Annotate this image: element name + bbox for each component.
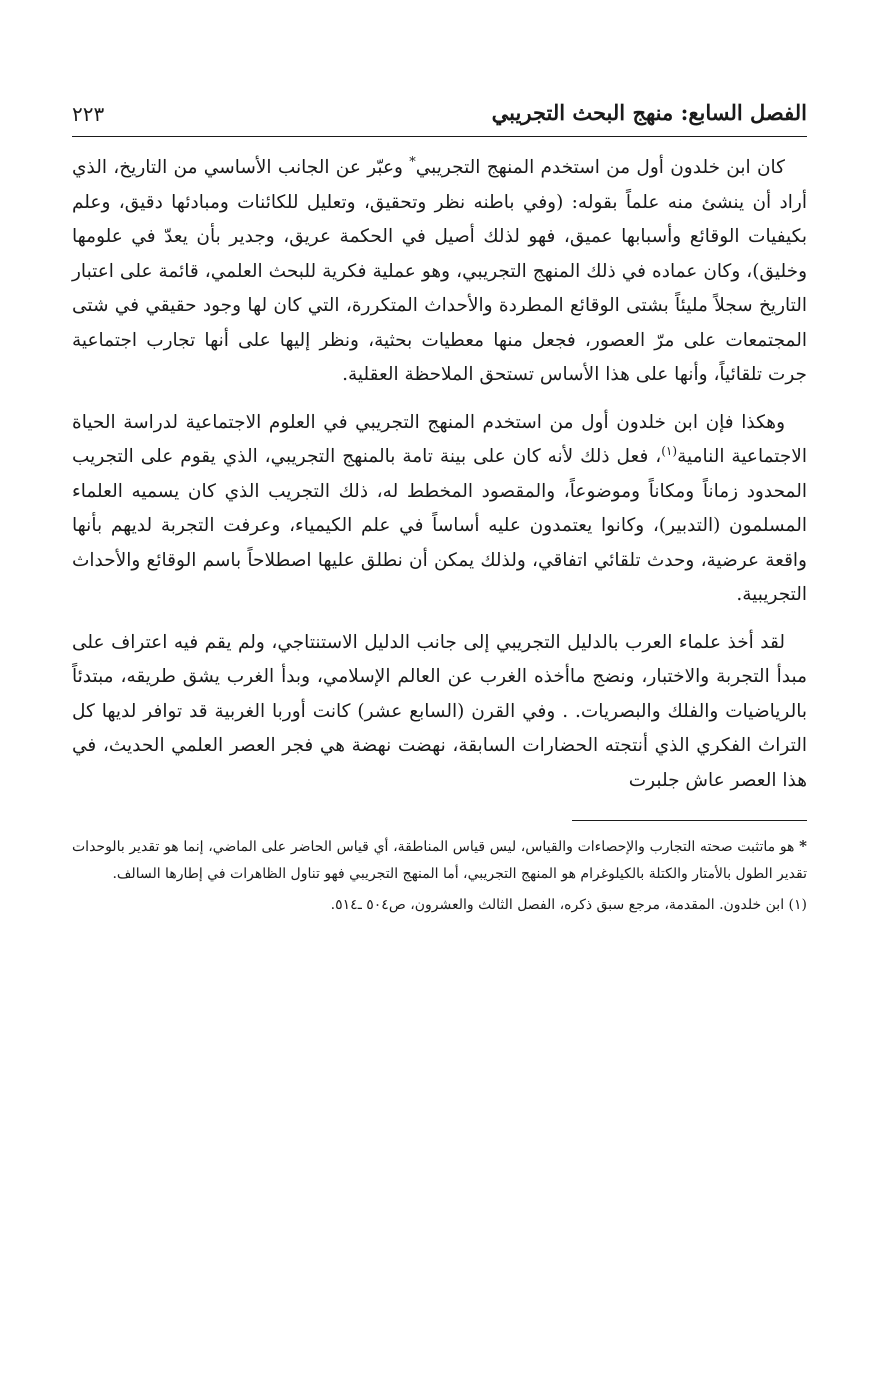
footnote-asterisk-text: هو ماتثبت صحته التجارب والإحصاءات والقياس، ليس قياس المناطقة، أي قياس الحاضر على الماضي، إنما هو تقدير بالوحدات تقدير الطول بالأمتار والكتلة بالكيلوغرام هو المنهج التجريبي، أما المنهج التجريبي فهو تناول الظاهرات في إطارها السالف. xyxy=(72,839,807,882)
paragraph-1-text-start: كان ابن خلدون أول من استخدم المنهج التجريبي xyxy=(415,157,785,178)
body-text xyxy=(72,151,807,798)
footnotes xyxy=(72,833,807,919)
paragraph-2-text-start: وهكذا فإن ابن خلدون أول من استخدم المنهج التجريبي في العلوم الاجتماعية لدراسة الحياة الاجتماعية النامية xyxy=(72,411,807,467)
page-header xyxy=(72,96,807,137)
footnote-asterisk xyxy=(72,833,807,888)
book-page xyxy=(72,96,807,923)
paragraph-2 xyxy=(72,406,807,613)
paragraph-3 xyxy=(72,626,807,799)
chapter-title: الفصل السابع: منهج البحث التجريبي xyxy=(491,100,807,125)
paragraph-1 xyxy=(72,151,807,393)
paragraph-1-text-end: وعبّر عن الجانب الأساسي من التاريخ، الذي أراد أن ينشئ منه علماً بقوله: (وفي باطنه نظر وتحقيق، وتعليل للكائنات ومبادئها دقيق، وعلم بكيفيات الوقائع وأسبابها عميق، فهو لذلك أصيل في الحكمة عريق، وجدير بأن يعدّ في علومها وخليق)، وكان عماده في ذلك المنهج التجريبي، وهو عملية فكرية للبحث العلمي، قائمة على اعتبار التاريخ سجلاً مليئاً بشتى الوقائع المطردة والأحداث المتكررة، التي كان لها وجود حقيقي في شتى المجتمعات على مرّ العصور، فجعل منها معطيات بحثية، ونظر إليها على أنها تجارب اجتماعية جرت تلقائياً، وأنها على هذا الأساس تستحق الملاحظة العقلية. xyxy=(72,157,807,385)
page-number: ٢٢٣ xyxy=(72,102,105,126)
footnote-asterisk-marker: * xyxy=(799,837,808,855)
footnote-separator xyxy=(572,820,807,821)
footnote-reference-marker: (١) xyxy=(661,443,678,458)
paragraph-3-text: لقد أخذ علماء العرب بالدليل التجريبي إلى جانب الدليل الاستنتاجي، ولم يقم فيه اعتراف على مبدأ التجربة والاختبار، ونضج ماأخذه الغرب عن العالم الإسلامي، وبدأ الغرب يشق طريقه، مبتدئاً بالرياضيات والفلك والبصريات. . وفي القرن (السابع عشر) كانت أوربا الغربية قد توافر لديها كل التراث الفكري الذي أنتجته الحضارات السابقة، نهضت نهضة هي فجر العصر العلمي الحديث، في هذا العصر عاش جلبرت xyxy=(72,631,807,791)
paragraph-2-text-end: ، فعل ذلك لأنه كان على بينة تامة بالمنهج التجريبي، الذي يقوم على التجريب المحدود زماناً ومكاناً وموضوعاً، والمقصود المخطط له، ذلك التجريب الذي كان يسميه العلماء المسلمون (التدبير)، وكانوا يعتمدون عليه أساساً في علم الكيمياء، وعرفت التجربة لديهم بأنها واقعة عرضية، وحدث تلقائي اتفاقي، ولذلك يمكن أن نطلق عليها اصطلاحاً باسم الوقائع والأحداث التجريبية. xyxy=(72,446,807,605)
footnote-1: (١) ابن خلدون. المقدمة، مرجع سبق ذكره، الفصل الثالث والعشرون، ص٥٠٤ ـ٥١٤. xyxy=(330,897,807,913)
asterisk-footnote-marker: * xyxy=(409,154,416,170)
